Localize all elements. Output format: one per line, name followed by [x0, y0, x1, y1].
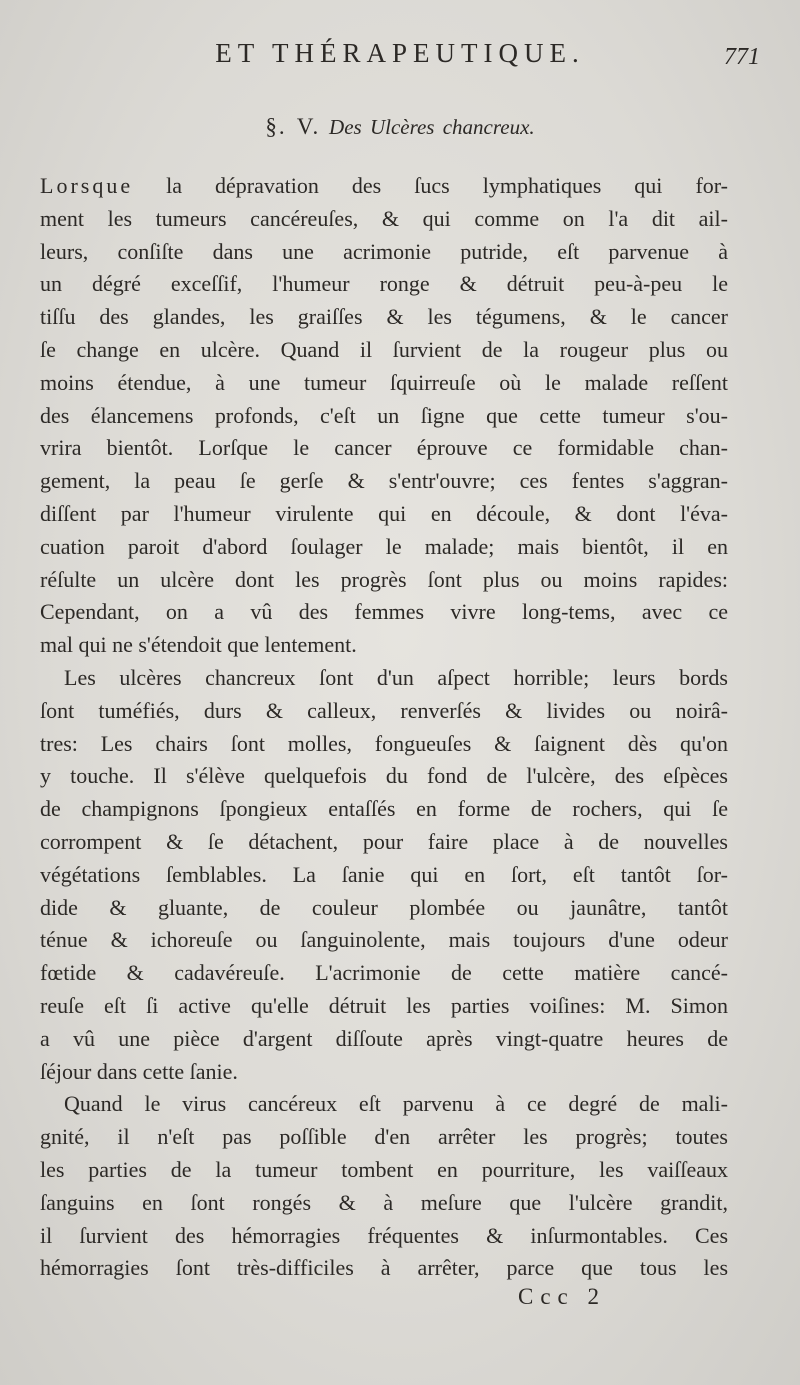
- text-line: gement, la peau ſe gerſe & s'entr'ouvre; ces fentes s'aggran-: [40, 468, 728, 494]
- text-line: Cependant, on a vû des femmes vivre long-tems, avec ce: [40, 599, 728, 625]
- text-line: cuation paroit d'abord ſoulager le malade; mais bientôt, il en: [40, 533, 728, 559]
- section-name: Des Ulcères chancreux.: [329, 115, 535, 139]
- text-line: les parties de la tumeur tombent en pourriture, les vaiſſeaux: [40, 1156, 728, 1182]
- text-line: des élancemens profonds, c'eſt un ſigne que cette tumeur s'ou-: [40, 402, 728, 428]
- text-line: mal qui ne s'étendoit que lentement.: [40, 632, 357, 658]
- text-line: végétations ſemblables. La ſanie qui en ſort, eſt tantôt ſor-: [40, 861, 728, 887]
- text-line: [40, 170, 728, 203]
- text-line: il ſurvient des hémorragies fréquentes & inſurmontables. Ces: [40, 1222, 728, 1248]
- text-line: Quand le virus cancéreux eſt parvenu à ce degré de mali-: [64, 1091, 728, 1117]
- running-head: [40, 38, 760, 78]
- signature-mark: Ccc 2: [518, 1284, 607, 1309]
- text-line: gnité, il n'eſt pas poſſible d'en arrêter les progrès; toutes: [40, 1124, 728, 1150]
- text-line: Les ulcères chancreux ſont d'un aſpect horrible; leurs bords: [64, 664, 728, 690]
- text-line: ment les tumeurs cancéreuſes, & qui comme on l'a dit ail-: [40, 205, 728, 231]
- text-line: ſéjour dans cette ſanie.: [40, 1058, 238, 1084]
- text-line: moins étendue, à une tumeur ſquirreuſe où le malade reſſent: [40, 369, 728, 395]
- text-line: fœtide & cadavéreuſe. L'acrimonie de cette matière cancé-: [40, 960, 728, 986]
- text-line: tres: Les chairs ſont molles, fongueuſes & ſaignent dès qu'on: [40, 730, 728, 756]
- text-line: leurs, conſiſte dans une acrimonie putride, eſt parvenue à: [40, 238, 728, 264]
- text-line: ténue & ichoreuſe ou ſanguinolente, mais toujours d'une odeur: [40, 927, 728, 953]
- text-line: y touche. Il s'élève quelquefois du fond de l'ulcère, des eſpèces: [40, 763, 728, 789]
- text-line: tiſſu des glandes, les graiſſes & les tégumens, & le cancer: [40, 304, 728, 330]
- section-heading: [0, 114, 800, 140]
- text-line: ſe change en ulcère. Quand il ſurvient de la rougeur plus ou: [40, 336, 728, 362]
- page-number: 771: [724, 44, 760, 70]
- text-line: hémorragies ſont très-difficiles à arrêter, parce que tous les: [40, 1255, 728, 1281]
- lead-word: Lorsque: [40, 173, 134, 198]
- text-line: vrira bientôt. Lorſque le cancer éprouve ce formidable chan-: [40, 435, 728, 461]
- text-line: ſanguins en ſont rongés & à meſure que l'ulcère grandit,: [40, 1189, 728, 1215]
- text-line: corrompent & ſe détachent, pour faire place à de nouvelles: [40, 828, 728, 854]
- text-line: réſulte un ulcère dont les progrès ſont plus ou moins rapides:: [40, 566, 728, 592]
- text-line-content: la dépravation des ſucs lymphatiques qui for-: [166, 173, 728, 198]
- text-line: de champignons ſpongieux entaſſés en forme de rochers, qui ſe: [40, 796, 728, 822]
- body-text: [40, 170, 728, 1285]
- section-mark: §. V.: [265, 114, 321, 139]
- running-title: ET THÉRAPEUTIQUE.: [215, 38, 585, 68]
- text-line: un dégré exceſſif, l'humeur ronge & détruit peu-à-peu le: [40, 271, 728, 297]
- text-line: dide & gluante, de couleur plombée ou jaunâtre, tantôt: [40, 894, 728, 920]
- text-line: diſſent par l'humeur virulente qui en découle, & dont l'éva-: [40, 500, 728, 526]
- text-line: reuſe eſt ſi active qu'elle détruit les parties voiſines: M. Simon: [40, 992, 728, 1018]
- text-line: ſont tuméfiés, durs & calleux, renverſés & livides ou noirâ-: [40, 697, 728, 723]
- text-line: a vû une pièce d'argent diſſoute après vingt-quatre heures de: [40, 1025, 728, 1051]
